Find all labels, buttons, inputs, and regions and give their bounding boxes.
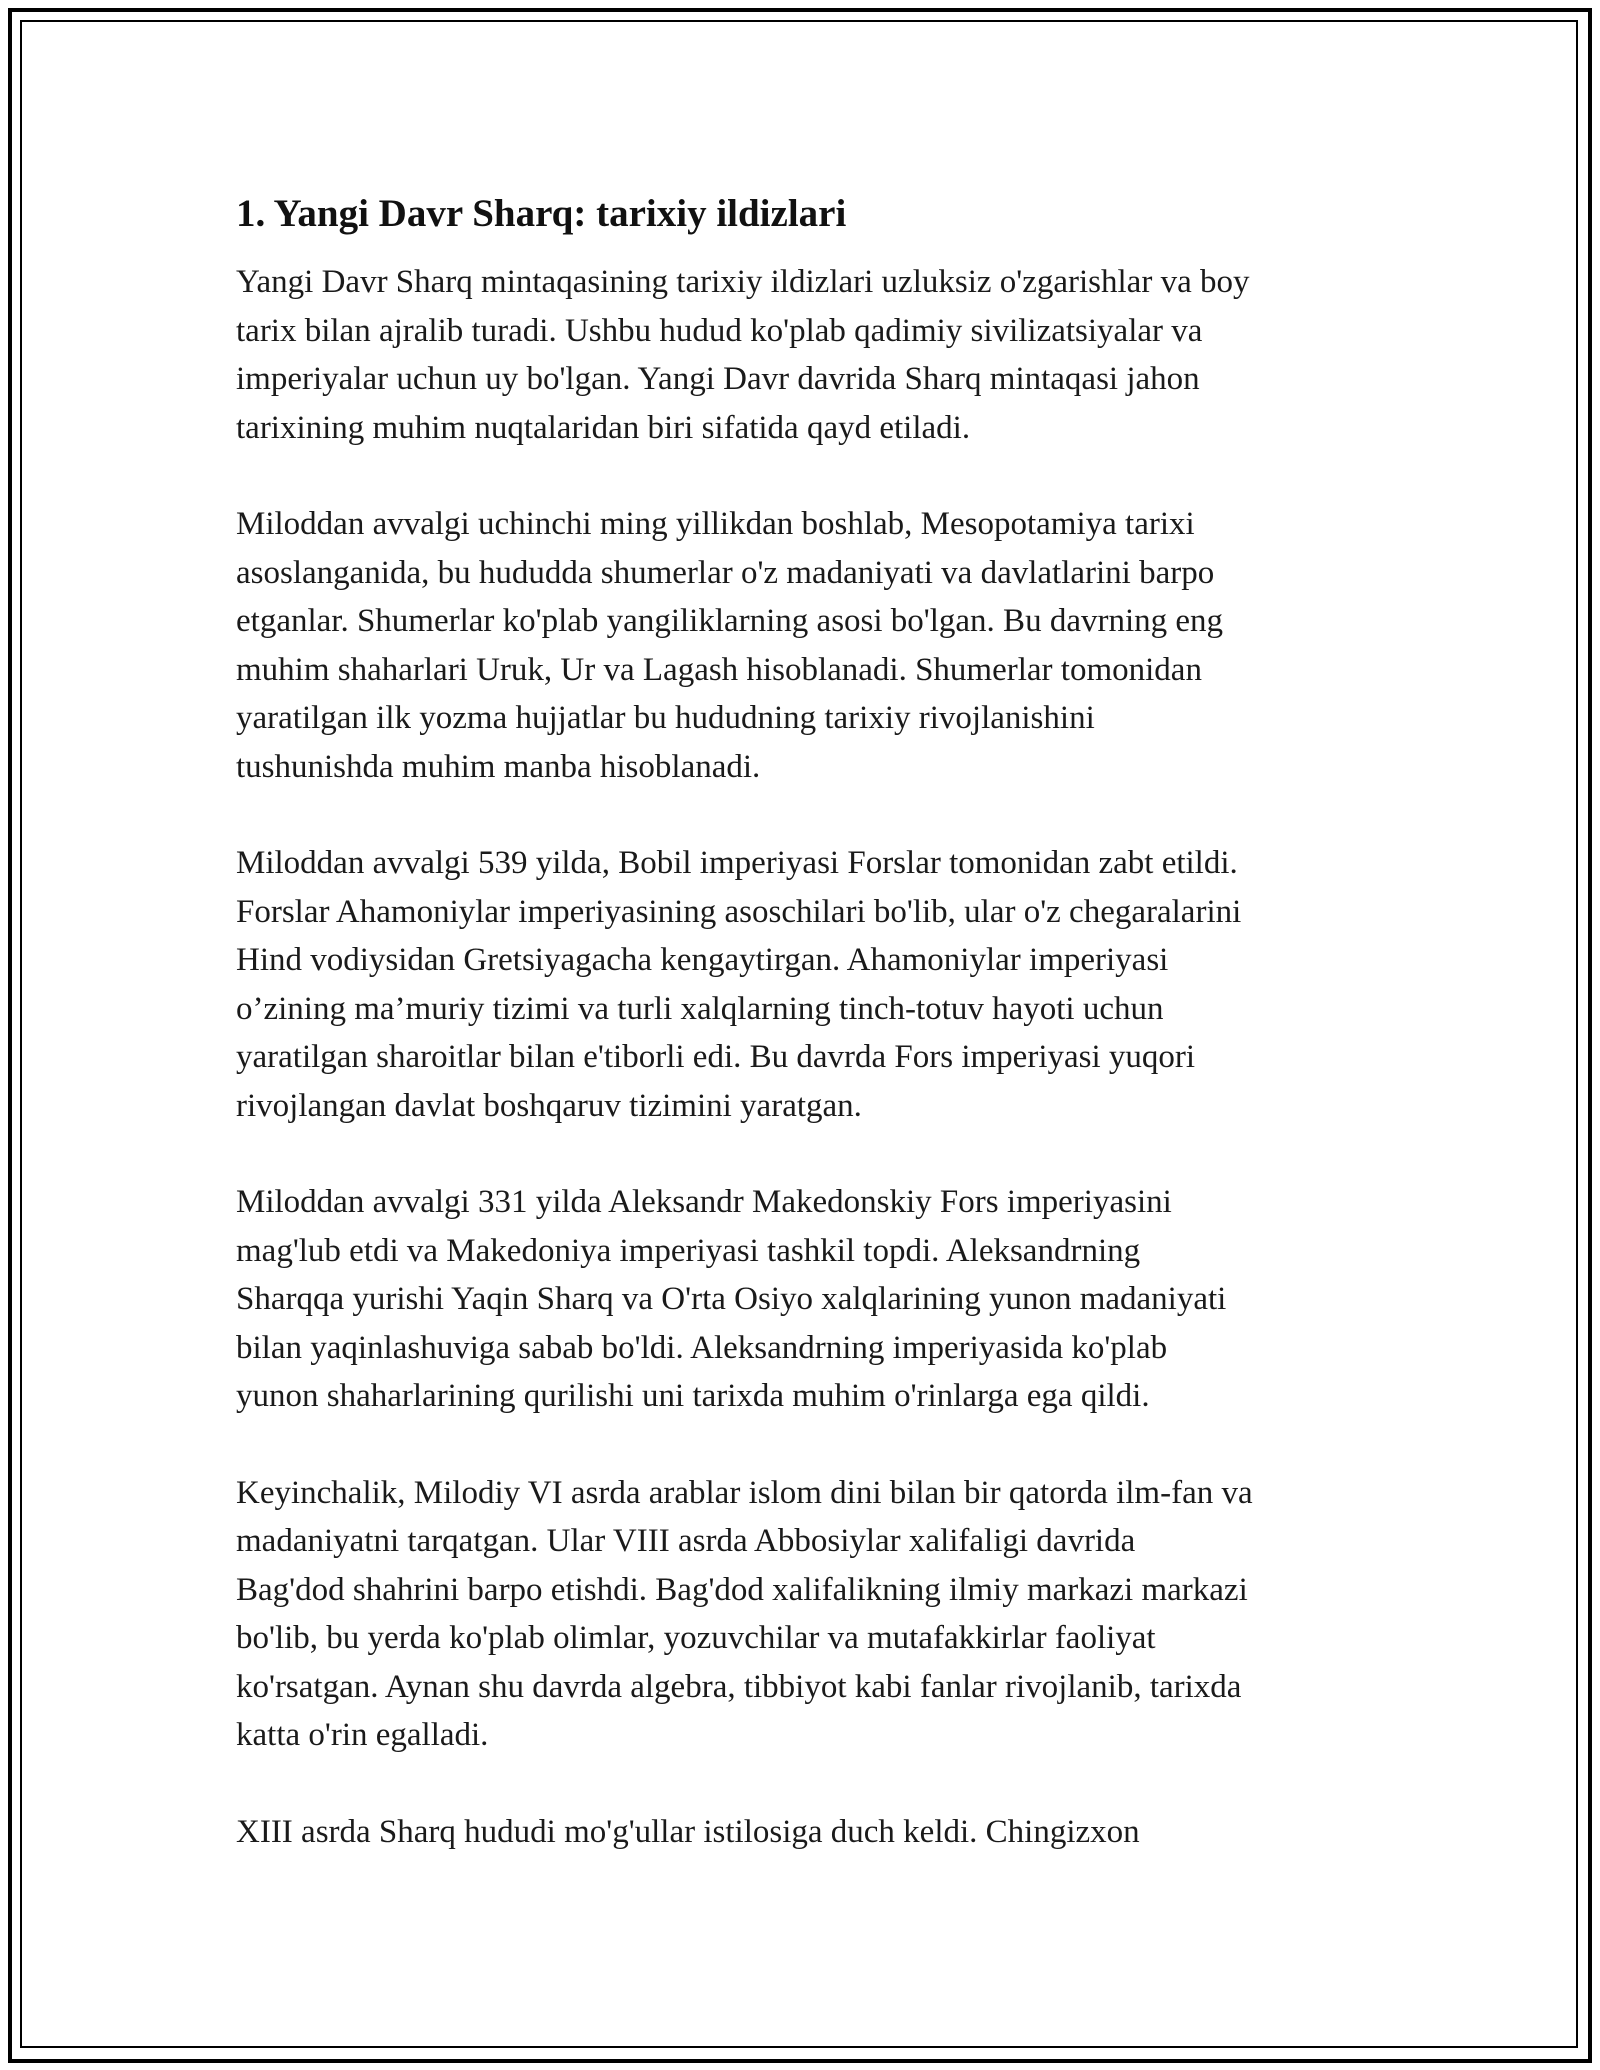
paragraph xyxy=(236,1178,1376,1421)
paragraph xyxy=(236,1469,1376,1760)
text-line: Sharqqa yurishi Yaqin Sharq va O'rta Osiyo xalqlarining yunon madaniyati xyxy=(236,1281,1227,1317)
text-line: o’zining ma’muriy tizimi va turli xalqlarning tinch-totuv hayoti uchun xyxy=(236,990,1164,1027)
text-line: Miloddan avvalgi uchinchi ming yillikdan boshlab, Mesopotamiya tarixi xyxy=(236,506,1195,542)
text-line: Forslar Ahamoniylar imperiyasining asoschilari bo'lib, ular o'z chegaralarini xyxy=(236,893,1242,930)
text-line: Keyinchalik, Milodiy VI asrda arablar islom dini bilan bir qatorda ilm-fan va xyxy=(236,1474,1253,1511)
paragraph xyxy=(236,500,1376,791)
paragraph xyxy=(236,839,1376,1130)
paragraph xyxy=(236,1808,1376,1857)
text-line: tushunishda muhim manba hisoblanadi. xyxy=(236,748,761,785)
text-line: bilan yaqinlashuviga sabab bo'ldi. Aleksandrning imperiyasida ko'plab xyxy=(236,1329,1168,1366)
text-line: rivojlangan davlat boshqaruv tizimini yaratgan. xyxy=(236,1087,862,1124)
section-heading: 1. Yangi Davr Sharq: tarixiy ildizlari xyxy=(236,192,847,235)
text-line: Yangi Davr Sharq mintaqasining tarixiy ildizlari uzluksiz o'zgarishlar va boy xyxy=(236,264,1250,300)
text-line: madaniyatni tarqatgan. Ular VIII asrda Abbosiylar xalifaligi davrida xyxy=(236,1523,1136,1559)
text-line: mag'lub etdi va Makedoniya imperiyasi tashkil topdi. Aleksandrning xyxy=(236,1232,1141,1269)
text-line: muhim shaharlari Uruk, Ur va Lagash hisoblanadi. Shumerlar tomonidan xyxy=(236,651,1202,688)
text-line: Miloddan avvalgi 539 yilda, Bobil imperiyasi Forslar tomonidan zabt etildi. xyxy=(236,845,1238,881)
text-line: tarixining muhim nuqtalaridan biri sifatida qayd etiladi. xyxy=(236,409,971,446)
text-line: asoslanganida, bu hududda shumerlar o'z madaniyati va davlatlarini barpo xyxy=(236,554,1215,591)
text-line: yaratilgan sharoitlar bilan e'tiborli edi. Bu davrda Fors imperiyasi yuqori xyxy=(236,1039,1196,1075)
text-line: Miloddan avvalgi 331 yilda Aleksandr Makedonskiy Fors imperiyasini xyxy=(236,1184,1172,1220)
text-line: katta o'rin egalladi. xyxy=(236,1717,489,1753)
text-line: yunon shaharlarining qurilishi uni tarixda muhim o'rinlarga ega qildi. xyxy=(236,1378,1150,1414)
text-line: bo'lib, bu yerda ko'plab olimlar, yozuvchilar va mutafakkirlar faoliyat xyxy=(236,1620,1156,1656)
text-line: Bag'dod shahrini barpo etishdi. Bag'dod xalifalikning ilmiy markazi markazi xyxy=(236,1571,1248,1608)
body-text xyxy=(236,258,1376,1856)
text-line: tarix bilan ajralib turadi. Ushbu hudud ko'plab qadimiy sivilizatsiyalar va xyxy=(236,312,1203,349)
text-line: ko'rsatgan. Aynan shu davrda algebra, tibbiyot kabi fanlar rivojlanib, tarixda xyxy=(236,1668,1242,1705)
text-line: Hind vodiysidan Gretsiyagacha kengaytirgan. Ahamoniylar imperiyasi xyxy=(236,942,1169,978)
document-page xyxy=(236,188,1376,1904)
text-line: imperiyalar uchun uy bo'lgan. Yangi Davr davrida Sharq mintaqasi jahon xyxy=(236,361,1200,397)
paragraph xyxy=(236,258,1376,452)
text-line: etganlar. Shumerlar ko'plab yangiliklarning asosi bo'lgan. Bu davrning eng xyxy=(236,603,1224,639)
text-line: yaratilgan ilk yozma hujjatlar bu hududning tarixiy rivojlanishini xyxy=(236,700,1095,736)
text-line: XIII asrda Sharq hududi mo'g'ullar istilosiga duch keldi. Chingizxon xyxy=(236,1813,1140,1850)
